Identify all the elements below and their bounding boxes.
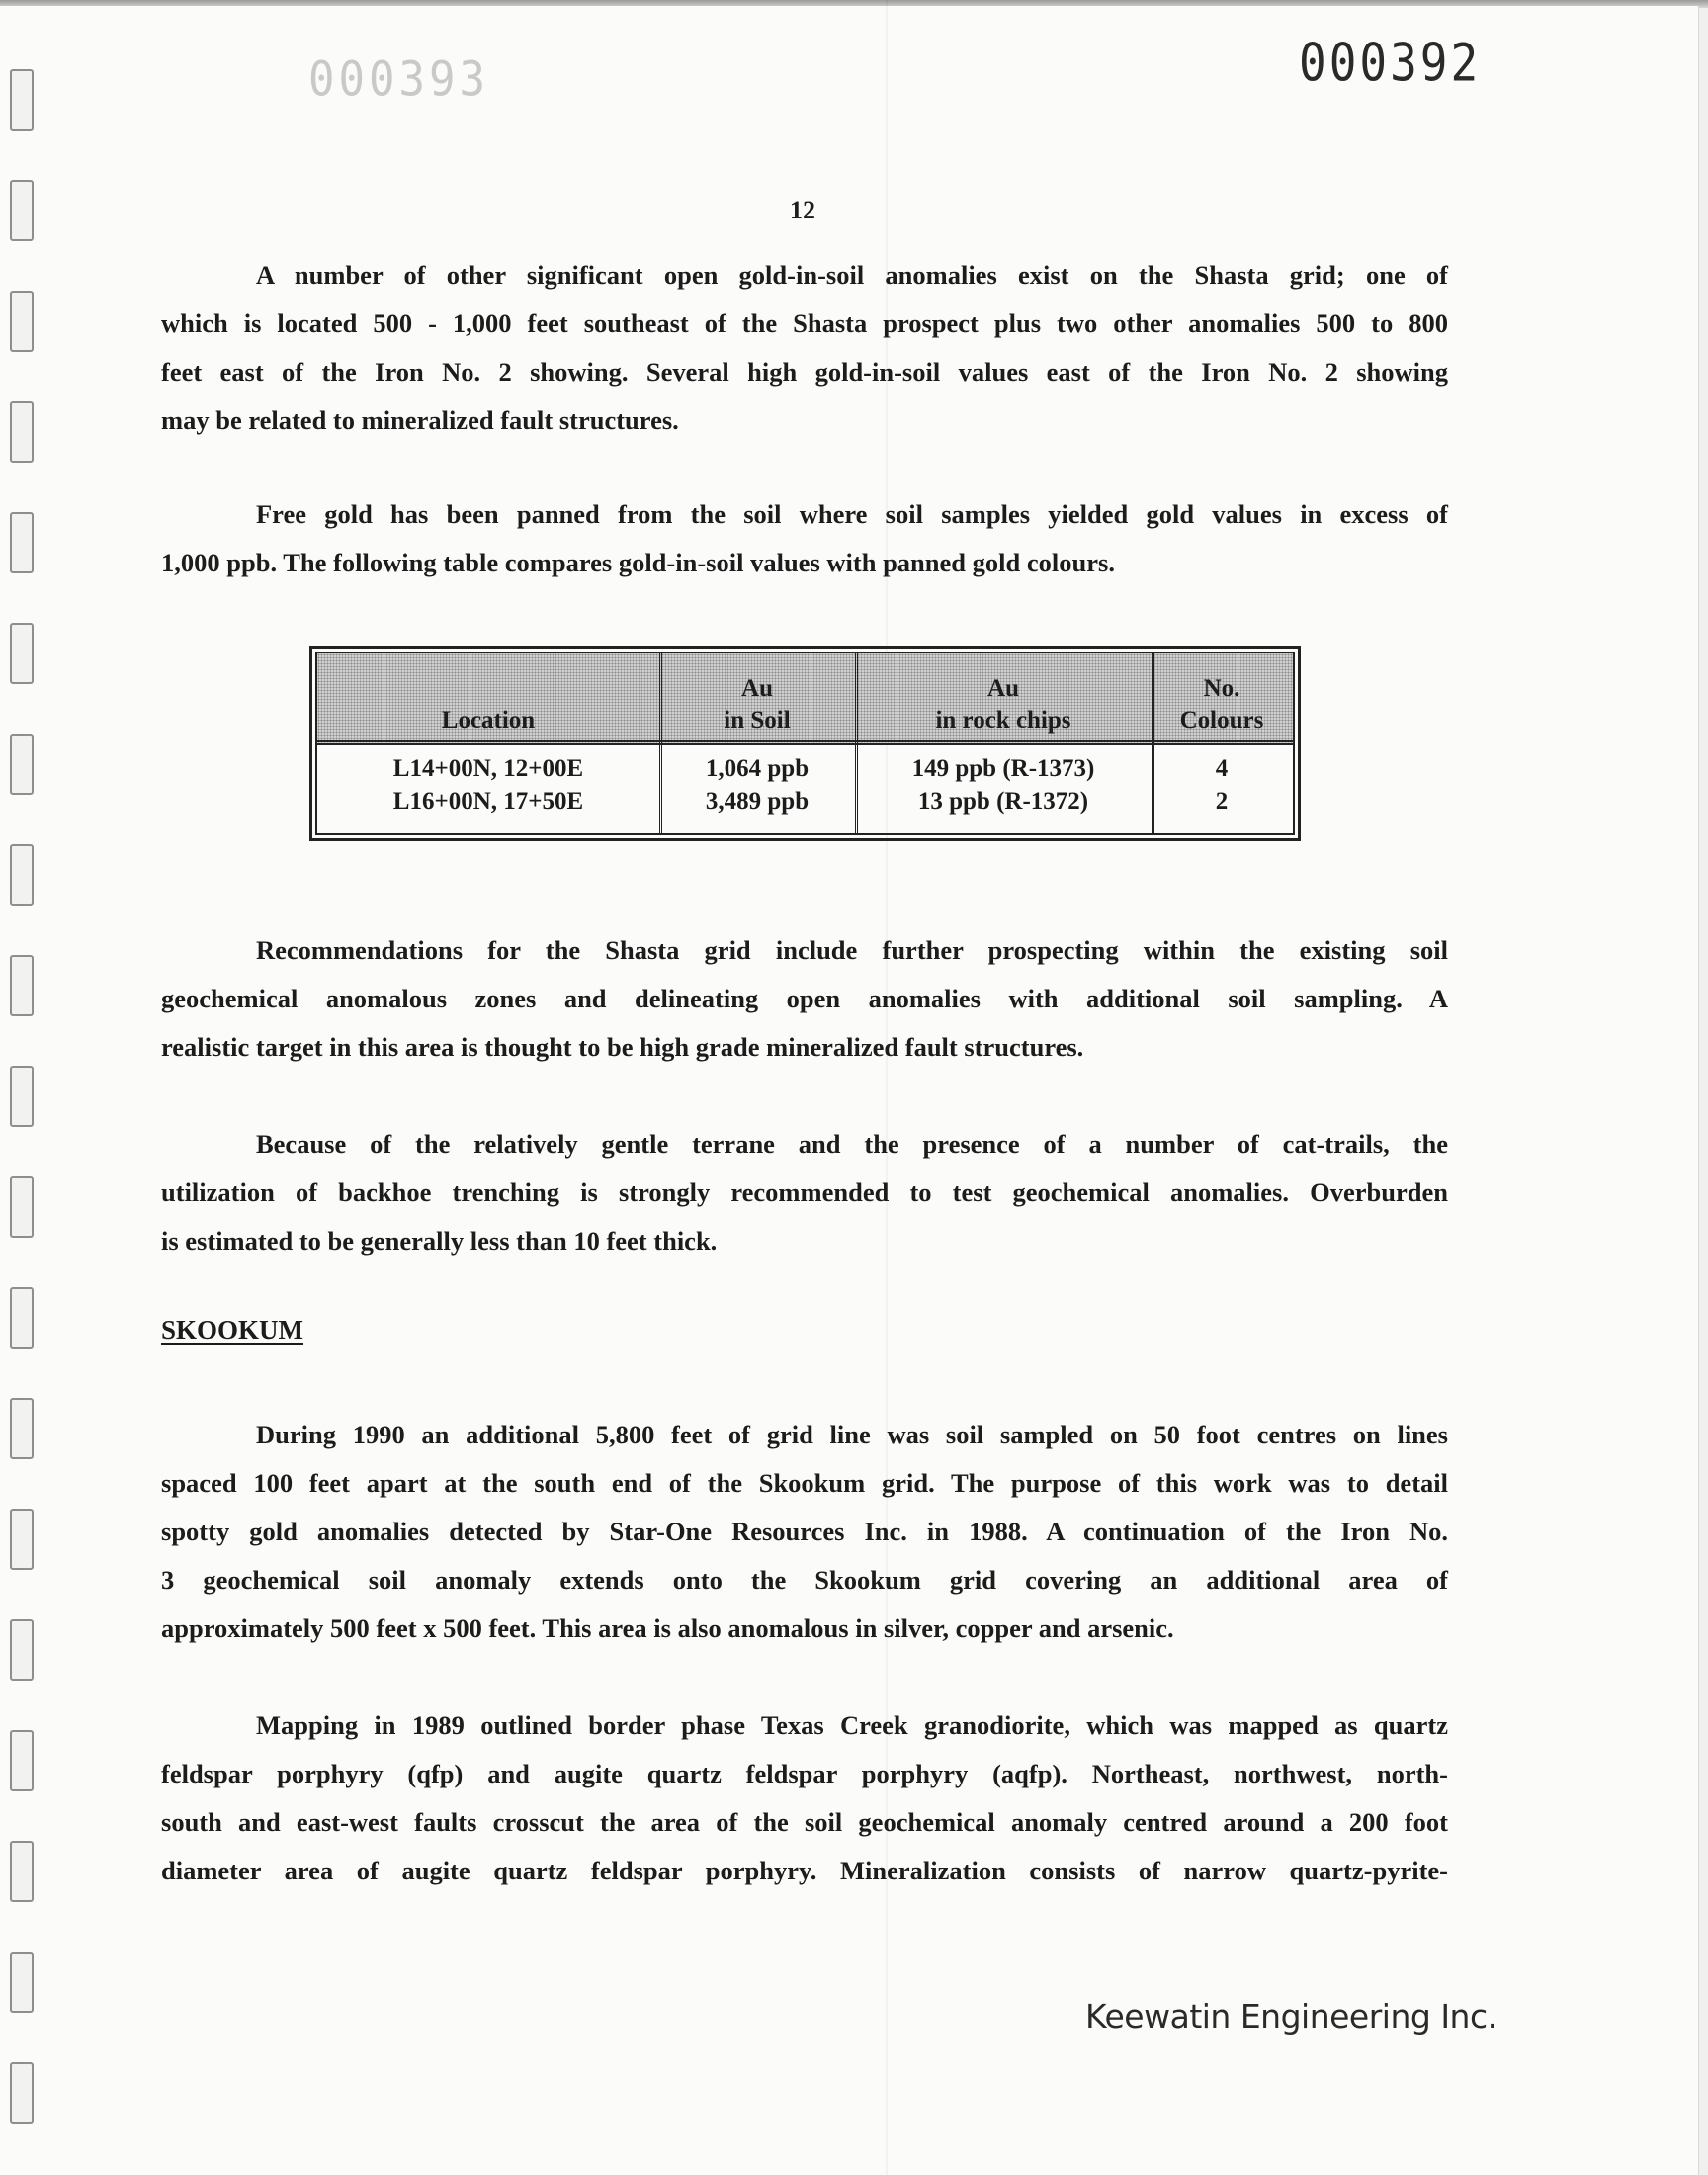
- paragraph-skookum-sampling: [161, 1411, 1448, 1653]
- text-line: 1,000 ppb. The following table compares gold-in-soil values with panned gold colours.: [161, 548, 1115, 577]
- table-cell: 2: [1215, 788, 1229, 815]
- binding-hole: [10, 401, 34, 463]
- header-no-colours: No. Colours: [1179, 675, 1264, 734]
- paragraph-shasta-anomalies: [161, 251, 1448, 445]
- text-line: During 1990 an additional 5,800 feet of grid line was soil sampled on 50 foot centres on lines: [256, 1420, 1448, 1449]
- faint-page-stamp: 000393: [308, 51, 489, 108]
- company-footer: Keewatin Engineering Inc.: [1085, 1997, 1497, 2036]
- text-line: feldspar porphyry (qfp) and augite quartz feldspar porphyry (aqfp). Northeast, northwest, north-: [161, 1759, 1448, 1788]
- column-location: [317, 752, 659, 831]
- page-number: 12: [790, 196, 815, 224]
- table-cell: 3,489 ppb: [705, 788, 810, 815]
- header-au-soil: Au in Soil: [724, 675, 791, 734]
- text-line: may be related to mineralized fault structures.: [161, 405, 679, 435]
- text-line: 3 geochemical soil anomaly extends onto the Skookum grid covering an additional area of: [161, 1565, 1448, 1595]
- text-line: A number of other significant open gold-in-soil anomalies exist on the Shasta grid; one of: [256, 260, 1448, 290]
- binding-hole: [10, 1509, 34, 1570]
- paragraph-recommendations: [161, 926, 1448, 1072]
- text-line: Because of the relatively gentle terrane and the presence of a number of cat-trails, the: [256, 1129, 1448, 1159]
- binding-hole: [10, 2062, 34, 2124]
- paragraph-trenching: [161, 1120, 1448, 1265]
- binding-hole: [10, 734, 34, 795]
- binding-hole: [10, 1287, 34, 1348]
- text-line: Mapping in 1989 outlined border phase Texas Creek granodiorite, which was mapped as quartz: [256, 1710, 1448, 1740]
- gold-comparison-table: [309, 646, 1301, 841]
- binding-hole: [10, 1730, 34, 1791]
- binding-hole: [10, 1619, 34, 1681]
- text-line: which is located 500 - 1,000 feet southeast of the Shasta prospect plus two other anomalies 500 to 800: [161, 308, 1448, 338]
- binding-hole: [10, 844, 34, 906]
- text-line: realistic target in this area is thought to be high grade mineralized fault structures.: [161, 1032, 1084, 1062]
- text-line: approximately 500 feet x 500 feet. This area is also anomalous in silver, copper and arsenic.: [161, 1613, 1174, 1643]
- section-heading: SKOOKUM: [161, 1315, 304, 1345]
- table-cell: 149 ppb (R-1373): [911, 755, 1095, 782]
- text-line: Free gold has been panned from the soil where soil samples yielded gold values in excess of: [256, 499, 1448, 529]
- text-line: is estimated to be generally less than 10 feet thick.: [161, 1226, 718, 1256]
- text-line: diameter area of augite quartz feldspar porphyry. Mineralization consists of narrow quartz-pyrite-: [161, 1856, 1448, 1885]
- table-cell: L16+00N, 17+50E: [392, 788, 584, 815]
- paragraph-mapping: [161, 1701, 1448, 1895]
- text-line: Recommendations for the Shasta grid include further prospecting within the existing soil: [256, 935, 1448, 965]
- column-no-colours: [1152, 752, 1292, 831]
- text-line: south and east-west faults crosscut the area of the soil geochemical anomaly centred around a 200 foot: [161, 1807, 1448, 1837]
- binding-hole: [10, 1176, 34, 1238]
- text-line: spotty gold anomalies detected by Star-One Resources Inc. in 1988. A continuation of the Iron No.: [161, 1517, 1448, 1546]
- header-location: Location: [441, 707, 536, 734]
- binding-hole: [10, 69, 34, 130]
- binding-hole: [10, 1066, 34, 1127]
- column-au-soil: [659, 752, 855, 831]
- paragraph-free-gold: [161, 490, 1448, 587]
- table-cell: 13 ppb (R-1372): [917, 788, 1089, 815]
- binding-hole: [10, 623, 34, 684]
- page-stamp: 000392: [1299, 31, 1482, 94]
- binding-hole: [10, 1398, 34, 1459]
- binding-holes: [10, 69, 34, 2145]
- text-line: feet east of the Iron No. 2 showing. Several high gold-in-soil values east of the Iron No. 2 showing: [161, 357, 1448, 387]
- binding-hole: [10, 1952, 34, 2013]
- table-cell: 1,064 ppb: [705, 755, 810, 782]
- table-cell: 4: [1215, 755, 1229, 782]
- table-cell: L14+00N, 12+00E: [392, 755, 584, 782]
- binding-hole: [10, 512, 34, 573]
- binding-hole: [10, 955, 34, 1016]
- column-au-rock-chips: [855, 752, 1152, 831]
- binding-hole: [10, 1841, 34, 1902]
- text-line: utilization of backhoe trenching is strongly recommended to test geochemical anomalies. Overburden: [161, 1177, 1448, 1207]
- text-line: spaced 100 feet apart at the south end of the Skookum grid. The purpose of this work was to detail: [161, 1468, 1448, 1498]
- binding-hole: [10, 291, 34, 352]
- header-au-rock-chips: Au in rock chips: [935, 675, 1071, 734]
- text-line: geochemical anomalous zones and delineating open anomalies with additional soil sampling. A: [161, 984, 1448, 1013]
